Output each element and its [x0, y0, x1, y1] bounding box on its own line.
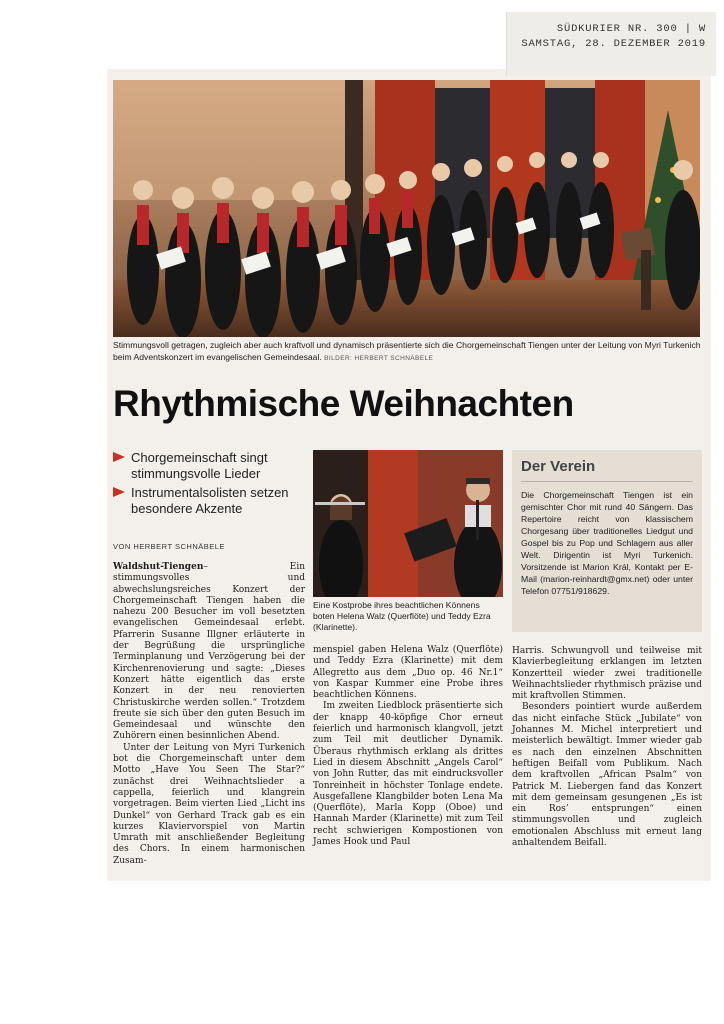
header-publication: SÜDKURIER NR. 300 | W [556, 23, 706, 35]
subhead-item [113, 450, 313, 481]
page-header [506, 12, 716, 76]
info-box-text: Die Chorgemeinschaft Tiengen ist ein gemischter Chor mit rund 40 Sängern. Das Repertoire reicht von klassischem Chorgesang über traditionelles Liedgut und Gospel bis zu Pop und Schlagern aus aller Welt. Dirigentin ist Myri Turkenich. Vorsitzende ist Marion Král, Kontakt per E-Mail (marion-reinhardt@gmx.net) oder unter Telefon 07751/918629. [521, 490, 693, 596]
choir-photo [113, 80, 700, 337]
subhead-text: Instrumentalsolisten setzen besondere Akzente [131, 485, 289, 516]
header-date: SAMSTAG, 28. DEZEMBER 2019 [521, 38, 706, 50]
paragraph: Unter der Leitung von Myri Turkenich bot die Chorgemeinschaft unter dem Motto „Have You Seen The Star?“ zunächst drei Weihnachtslieder a cappella, feierlich und klangrein vorgetragen. Beim vierten Lied „Licht ins Dunkel“ von Gerhard Track gab es ein kurzes Klaviervorspiel von Martin Umrath mit anschließender Begleitung des Chors. In einem harmonischen Zusam- [113, 742, 305, 866]
article-headline: Rhythmische Weihnachten [113, 383, 574, 424]
subhead-text: Chorgemeinschaft singt stimmungsvolle Lieder [131, 450, 268, 481]
paragraph-text: – Ein stimmungsvolles und abwechslungsreiches Konzert der Chorgemeinschaft Tiengen haben die nahezu 200 Besucher im voll besetzten evangelischen Gemeindesaal erlebt. Pfarrerin Susanne Illgner erläuterte in der Begrüßung die ursprüngliche Terminplanung und Verzögerung bei der Kirchenrenovierung und sagte: „Dieses Konzert hätte eigentlich das erste Konzert in der neu renovierten Christuskirche werden sollen.“ Trotzdem freute sie sich über den guten Besuch im Gemeindesaal und wünschte den Zuhörern einen besinnlichen Abend. [113, 562, 305, 742]
musicians-photo [313, 450, 503, 597]
paragraph: Im zweiten Liedblock präsentierte sich der knapp 40-köpfige Chor erneut feierlich und harmonisch klangvoll, jetzt zum Teil mit deutlicher Dynamik. Überaus rhythmisch erklang als drittes Lied in diesem Abschnitt „Angels Carol“ von John Rutter, das mit eindrucksvoller Tonreinheit in höchster Tonlage endete. Ausgefallene Klangbilder boten Lena Ma (Querflöte), Marla Kopp (Oboe) und Hannah Marder (Klarinette) mit zum Teil recht schwierigen Kompostionen von James Hook und Paul [313, 701, 503, 848]
musicians-caption: Eine Kostprobe ihres beachtlichen Könnens boten Helena Walz (Querflöte) und Teddy Ezra (Klarinette). [313, 600, 491, 632]
red-arrow-icon [113, 487, 125, 497]
paragraph: menspiel gaben Helena Walz (Querflöte) und Teddy Ezra (Klarinette) mit dem Allegretto aus dem „Duo op. 46 Nr.1“ von Kaspar Kummer eine Probe ihres beachtlichen Könnens. [313, 645, 503, 701]
paragraph: Besonders pointiert wurde außerdem das nicht einfache Stück „Jubilate“ von Johannes M. Michel interpretiert und meisterlich bewältigt. Immer wieder gab es nach den einzelnen Abschnitten heftigen Beifall vom Publikum. Nach dem kraftvollen „African Psalm“ von Patrick M. Liebergen fand das Konzert mit dem gemeinsam gesungenen „Es ist ein Ros’ entsprungen“ einen stimmungsvollen und zugleich emotionalen Abschluss mit erneut lang anhaltendem Beifall. [512, 702, 702, 849]
photo-caption-text: Stimmungsvoll getragen, zugleich aber auch kraftvoll und dynamisch präsentierte sich die Chorgemeinschaft Tiengen unter der Leitung von Myri Turkenich beim Adventskonzert im evangelischen Gemeindesaal. [113, 340, 701, 362]
dateline: Waldshut-Tiengen [113, 562, 204, 572]
article-column-2 [313, 645, 503, 848]
red-arrow-icon [113, 452, 125, 462]
article-column-1 [113, 562, 305, 867]
paragraph [113, 562, 305, 743]
choir-photo-illustration [113, 80, 700, 337]
info-box [512, 450, 702, 632]
info-box-title: Der Verein [521, 458, 693, 482]
musicians-photo-illustration [313, 450, 503, 597]
byline: VON HERBERT SCHNÄBELE [113, 542, 225, 551]
paragraph: Harris. Schwungvoll und teilweise mit Klavierbegleitung erklangen im letzten Konzertteil wieder zwei traditionelle Weihnachtslieder rhythmisch präzise und mit kraftvollen Stimmen. [512, 646, 702, 702]
subheads [113, 450, 313, 520]
article-column-3 [512, 646, 702, 849]
photo-credit: BILDER: HERBERT SCHNÄBELE [324, 355, 434, 362]
photo-caption [113, 339, 703, 365]
subhead-item [113, 485, 313, 516]
